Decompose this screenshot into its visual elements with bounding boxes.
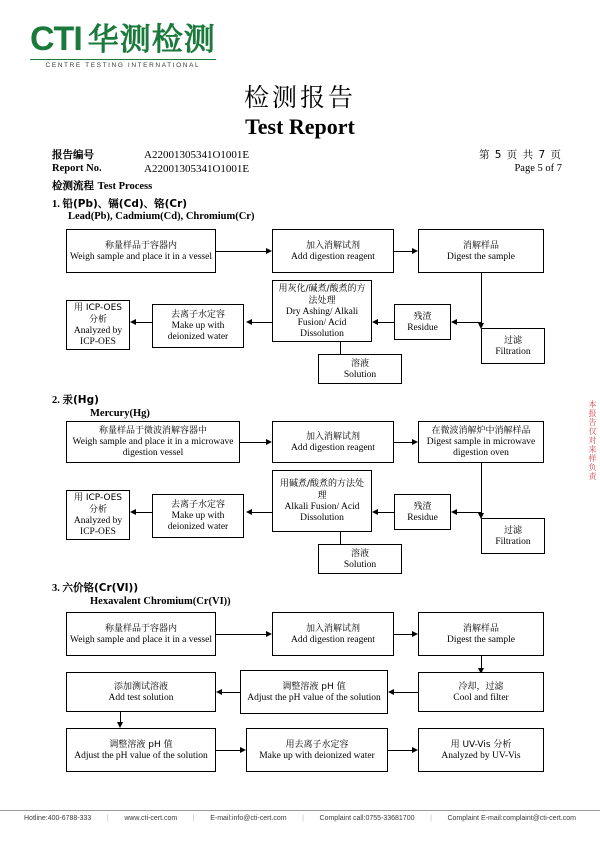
flow1-arrow-7	[252, 322, 272, 323]
process-heading-cn: 检测流程	[52, 180, 94, 192]
flow1-box7-cn: 溶液	[350, 358, 369, 369]
flow3-box-uvvis	[418, 728, 544, 772]
flow3-box6-cn: 添加测试溶液	[113, 681, 168, 692]
page-number-en: Page 5 of 7	[514, 163, 562, 174]
flow2-box3-en: Digest sample in microwave digestion oven	[426, 437, 536, 458]
flow2-arrowhead-7	[246, 509, 252, 515]
footer-complaint-email: Complaint E-mail:complaint@cti-cert.com	[447, 815, 576, 822]
footer-complaint-call: Complaint call:0755-33681700	[319, 815, 415, 822]
logo-subtitle: CENTRE TESTING INTERNATIONAL	[30, 59, 216, 69]
flow2-arrow-1	[240, 442, 266, 443]
flow3-box2-cn: 加入消解试剂	[305, 623, 360, 634]
flow3-arrowhead-5	[216, 689, 222, 695]
flow1-box3-en: Digest the sample	[446, 251, 516, 262]
flow2-arrow-5	[378, 512, 394, 513]
flow2-box-digest-microwave	[418, 421, 544, 463]
page-footer	[0, 810, 600, 822]
flow2-box-filtration	[481, 518, 545, 554]
flow2-arrow-6	[340, 532, 341, 544]
flow2-box6-cn: 用碱煮/酸煮的方法处理	[279, 479, 365, 501]
flow3-box8-cn: 用去离子水定容	[285, 739, 349, 750]
flow3-box-add-test-solution	[66, 672, 216, 712]
flow1-arrow-5	[378, 322, 394, 323]
flow3-box9-en: Analyzed by UV-Vis	[441, 750, 521, 761]
side-note: 本报告仅对来样负责	[588, 400, 597, 481]
flow2-arrow-4	[457, 512, 481, 513]
section-1-title-en: Lead(Pb), Cadmium(Cd), Chromium(Cr)	[68, 211, 255, 222]
flow3-box7-en: Adjust the pH value of the solution	[74, 750, 208, 761]
flow3-box1-cn: 称量样品于容器内	[104, 623, 177, 634]
flow2-box5-en: Residue	[407, 512, 438, 523]
section-1-heading	[52, 196, 187, 211]
flow3-box-adjust-ph-1	[240, 670, 388, 714]
flow1-box-solution	[318, 354, 402, 384]
footer-divider-3: |	[302, 815, 304, 822]
flow3-box-digest	[418, 612, 544, 656]
flow3-box5-cn: 调整溶液 pH 值	[282, 681, 346, 692]
flow1-box8-en: Make up with deionized water	[167, 321, 229, 342]
flow3-box8-en: Make up with deionized water	[259, 750, 375, 761]
flow3-arrow-2	[394, 634, 412, 635]
report-no-label-cn: 报告编号	[52, 149, 94, 161]
flow3-arrow-8	[388, 750, 412, 751]
flow3-arrow-7	[216, 750, 240, 751]
report-no-value-cn: A22001305341O1001E	[144, 149, 250, 161]
flow1-box9-cn: 用 ICP-OES 分析	[73, 303, 122, 325]
flow1-box2-cn: 加入消解试剂	[305, 240, 360, 251]
flow1-box4-en: Filtration	[495, 346, 531, 357]
flow2-box4-cn: 过滤	[503, 525, 522, 536]
flow3-box3-cn: 消解样品	[462, 623, 499, 634]
flow3-box-cool-filter	[418, 672, 544, 712]
flow1-box1-en: Weigh sample and place it in a vessel	[70, 251, 212, 262]
footer-hotline: Hotline:400-6788-333	[24, 815, 92, 822]
flow1-box-digest	[418, 229, 544, 273]
logo-latin-text: CTI	[30, 20, 82, 58]
flow2-box1-en: Weigh sample and place it in a microwave digestion vessel	[72, 437, 234, 458]
flow2-arrow-4b	[481, 500, 482, 512]
report-number-block	[52, 148, 249, 176]
flow2-arrow-7	[252, 512, 272, 513]
flow1-box-ashing	[272, 280, 372, 342]
flow2-box-weigh-sample	[66, 421, 240, 463]
flow1-box-filtration	[481, 328, 545, 364]
flow1-box8-cn: 去离子水定容	[170, 310, 225, 320]
flow3-arrowhead-4	[388, 689, 394, 695]
page-number-cn: 第 5 页 共 7 页	[478, 149, 562, 161]
flow2-box5-cn: 残渣	[413, 501, 432, 512]
flow1-box-weigh-sample	[66, 229, 216, 273]
flow2-arrow-8	[136, 512, 152, 513]
report-no-value-en: A22001305341O1001E	[144, 163, 250, 175]
flow1-arrowhead-8	[130, 319, 136, 325]
flow3-box4-en: Cool and filter	[453, 692, 509, 703]
logo-chinese-text: 华测检测	[87, 22, 216, 58]
footer-email: E-mail:info@cti-cert.com	[210, 815, 287, 822]
flow3-box9-cn: 用 UV-Vis 分析	[450, 739, 512, 750]
flow1-box9-en: Analyzed by ICP-OES	[73, 326, 123, 347]
footer-divider-1: |	[106, 815, 109, 822]
flow1-box3-cn: 消解样品	[462, 240, 499, 251]
flow1-box-makeup	[152, 304, 244, 348]
flow2-box8-en: Make up with deionized water	[167, 511, 229, 532]
section-1-number: 1.	[52, 199, 60, 210]
page-title-en: Test Report	[245, 114, 355, 139]
flow3-box7-cn: 调整溶液 pH 值	[109, 739, 173, 750]
cti-logo	[30, 22, 216, 69]
flow2-arrow-2	[394, 442, 412, 443]
flow2-box-solution	[318, 544, 402, 574]
flow2-box2-cn: 加入消解试剂	[305, 431, 360, 442]
flow1-arrow-8	[136, 322, 152, 323]
flow1-box6-cn: 用灰化/碱煮/酸煮的方法处理	[278, 283, 366, 306]
page-number-block	[479, 148, 562, 176]
flow1-box5-en: Residue	[407, 322, 438, 333]
flow2-box4-en: Filtration	[495, 536, 531, 547]
section-3-title-cn: 六价铬(Cr(VI))	[62, 582, 139, 594]
section-2-title-cn: 汞(Hg)	[62, 394, 99, 406]
flow1-box-icpoes	[66, 300, 130, 350]
footer-divider-4: |	[430, 815, 432, 822]
flow1-box-residue	[394, 304, 451, 340]
flow2-box9-cn: 用 ICP-OES 分析	[73, 493, 122, 515]
flow2-box6-en: Alkali Fusion/ Acid Dissolution	[284, 502, 360, 523]
flow2-arrowhead-5	[372, 509, 378, 515]
flow1-box-add-reagent	[272, 229, 394, 273]
flow1-box1-cn: 称量样品于容器内	[104, 240, 177, 251]
section-3-number: 3.	[52, 583, 60, 594]
process-heading	[52, 178, 152, 193]
flow1-box4-cn: 过滤	[503, 335, 522, 346]
flow3-box2-en: Add digestion reagent	[291, 634, 375, 645]
flow2-box1-cn: 称量样品于微波消解容器中	[98, 426, 207, 436]
report-no-label-en: Report No.	[52, 163, 102, 174]
flow1-box5-cn: 残渣	[413, 311, 432, 322]
flow2-arrowhead-8	[130, 509, 136, 515]
flow2-box-alkali-acid	[272, 470, 372, 532]
flow1-arrowhead-4	[451, 319, 457, 325]
flow3-arrow-1	[216, 634, 266, 635]
flow1-arrow-1	[216, 251, 266, 252]
flow2-box7-cn: 溶液	[350, 548, 369, 559]
flow1-box6-en: Dry Ashing/ Alkali Fusion/ Acid Dissolution	[285, 306, 359, 339]
flow1-arrow-2	[394, 251, 412, 252]
flow2-box3-cn: 在微波消解炉中消解样品	[431, 426, 531, 436]
section-1-title-cn: 铅(Pb)、镉(Cd)、铬(Cr)	[62, 198, 188, 210]
flow2-box9-en: Analyzed by ICP-OES	[73, 516, 123, 537]
section-3-heading	[52, 580, 138, 595]
flow2-box-add-reagent	[272, 421, 394, 463]
flow1-arrowhead-7	[246, 319, 252, 325]
flow3-box-makeup	[246, 728, 388, 772]
flow3-box3-en: Digest the sample	[446, 634, 516, 645]
flow3-arrow-5	[222, 692, 240, 693]
flow3-box5-en: Adjust the pH value of the solution	[247, 692, 381, 703]
flow3-box-weigh-sample	[66, 612, 216, 656]
flow2-box7-en: Solution	[343, 559, 377, 570]
footer-divider-2: |	[192, 815, 195, 822]
section-3-title-en: Hexavalent Chromium(Cr(VI))	[90, 596, 231, 607]
flow1-arrow-4	[457, 322, 481, 323]
flow2-box-makeup	[152, 494, 244, 538]
flow1-box2-en: Add digestion reagent	[291, 251, 375, 262]
flow3-box4-cn: 冷却，过滤	[458, 681, 504, 692]
flow2-box-residue	[394, 494, 451, 530]
process-heading-en: Test Process	[97, 181, 153, 192]
section-2-title-en: Mercury(Hg)	[90, 408, 150, 419]
flow3-box6-en: Add test solution	[108, 692, 174, 703]
flow2-box-icpoes	[66, 490, 130, 540]
flow1-arrow-4b	[481, 310, 482, 322]
page-title-cn: 检测报告	[243, 83, 356, 112]
flow2-box8-cn: 去离子水定容	[170, 500, 225, 510]
flow3-box-add-reagent	[272, 612, 394, 656]
flow3-arrow-4	[394, 692, 418, 693]
footer-website: www.cti-cert.com	[124, 815, 178, 822]
flow1-arrowhead-5	[372, 319, 378, 325]
section-2-number: 2.	[52, 395, 60, 406]
flow3-box-adjust-ph-2	[66, 728, 216, 772]
flow1-arrow-6	[340, 342, 341, 354]
flow3-box1-en: Weigh sample and place it in a vessel	[70, 634, 212, 645]
section-2-heading	[52, 392, 99, 407]
flow1-box7-en: Solution	[343, 369, 377, 380]
flow2-box2-en: Add digestion reagent	[291, 442, 375, 453]
flow2-arrowhead-4	[451, 509, 457, 515]
